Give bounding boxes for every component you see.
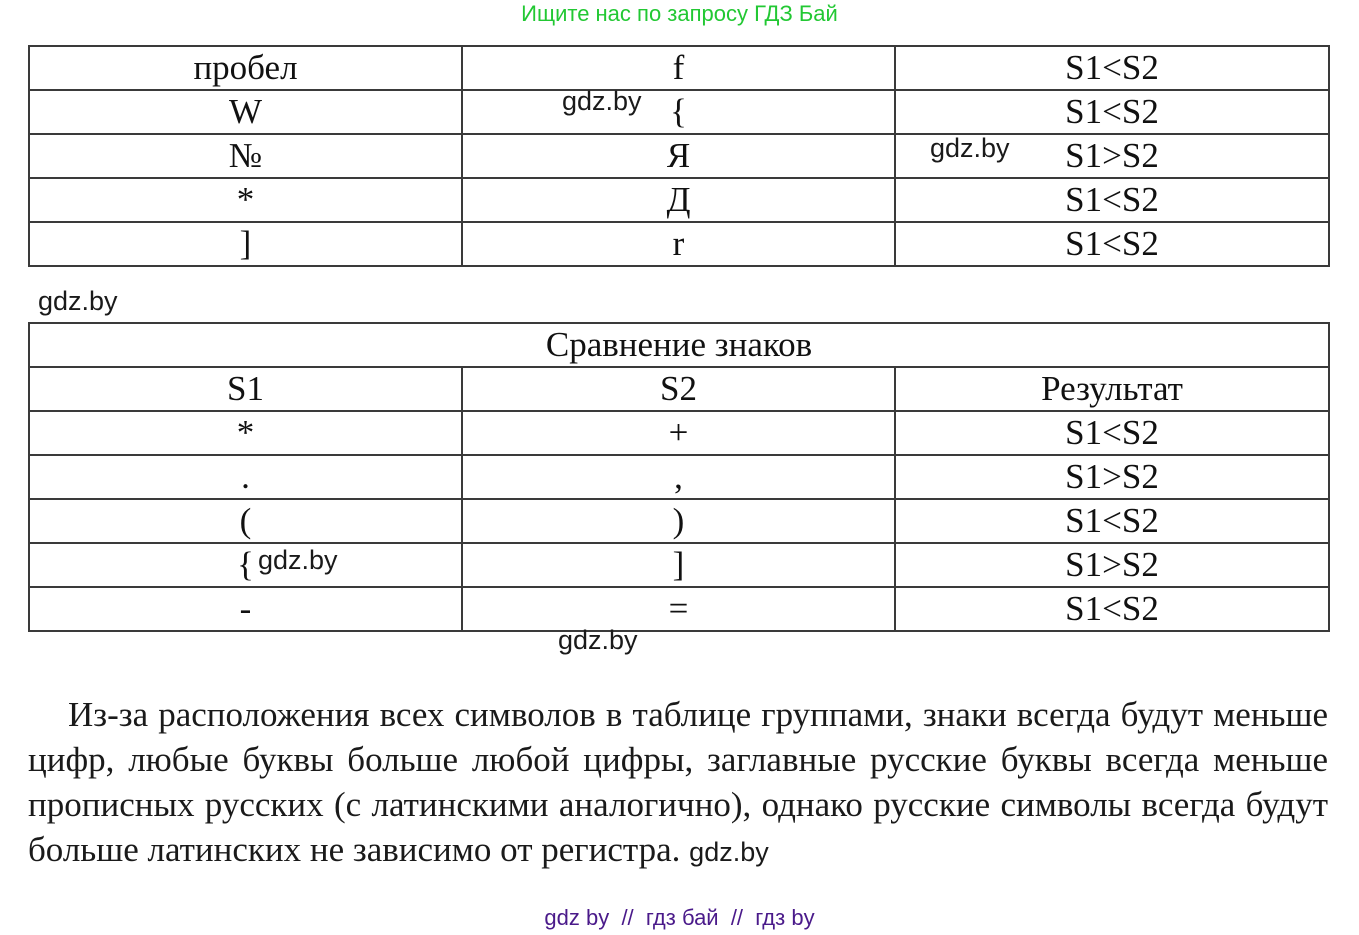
cell-result: S1>S2	[895, 455, 1329, 499]
cell-s1: *	[29, 178, 462, 222]
table-row	[29, 134, 1329, 178]
explanation-paragraph	[28, 692, 1328, 875]
comparison-table-top	[28, 45, 1330, 267]
comparison-table-bottom	[28, 322, 1330, 632]
cell-s2: {	[462, 90, 895, 134]
header-s2: S2	[462, 367, 895, 411]
cell-s2: f	[462, 46, 895, 90]
cell-s1: ]	[29, 222, 462, 266]
watermark: gdz.by	[689, 837, 769, 867]
cell-result: S1>S2	[895, 134, 1329, 178]
table-title-row	[29, 323, 1329, 367]
table-row	[29, 587, 1329, 631]
table-row	[29, 543, 1329, 587]
cell-s1: пробел	[29, 46, 462, 90]
watermark: gdz.by	[930, 133, 1010, 163]
cell-result: S1>S2	[895, 543, 1329, 587]
cell-s2: Д	[462, 178, 895, 222]
watermark: gdz.by	[38, 286, 118, 316]
cell-s1: №	[29, 134, 462, 178]
cell-result: S1<S2	[895, 222, 1329, 266]
cell-s2: ]	[462, 543, 895, 587]
header-s1: S1	[29, 367, 462, 411]
table-row	[29, 455, 1329, 499]
cell-result: S1<S2	[895, 46, 1329, 90]
cell-result: S1<S2	[895, 178, 1329, 222]
table-row	[29, 46, 1329, 90]
header-result: Результат	[895, 367, 1329, 411]
table-header-row	[29, 367, 1329, 411]
cell-result: S1<S2	[895, 499, 1329, 543]
cell-result: S1<S2	[895, 411, 1329, 455]
cell-s1: W	[29, 90, 462, 134]
cell-s2: +	[462, 411, 895, 455]
watermark: gdz.by	[562, 86, 642, 116]
table-row	[29, 178, 1329, 222]
cell-s1: (	[29, 499, 462, 543]
cell-s1: {	[29, 543, 462, 587]
search-banner: Ищите нас по запросу ГДЗ Бай	[521, 1, 838, 26]
table-row	[29, 90, 1329, 134]
cell-s2: ,	[462, 455, 895, 499]
footer-links: gdz by // гдз бай // гдз by	[544, 905, 815, 930]
cell-result: S1<S2	[895, 587, 1329, 631]
cell-s1: -	[29, 587, 462, 631]
table-row	[29, 222, 1329, 266]
cell-s2: Я	[462, 134, 895, 178]
watermark: gdz.by	[258, 545, 338, 575]
explanation-text: Из-за расположения всех символов в таблице группами, знаки всегда будут меньше цифр, любые буквы больше любой цифры, заглавные русские буквы всегда меньше прописных русских (с латинскими аналогично), однако русские символы всегда будут больше латинских не зависимо от регистра.	[28, 695, 1328, 869]
cell-s2: =	[462, 587, 895, 631]
cell-s1: .	[29, 455, 462, 499]
table-title: Сравнение знаков	[29, 323, 1329, 367]
cell-s1: *	[29, 411, 462, 455]
table-row	[29, 411, 1329, 455]
cell-result: S1<S2	[895, 90, 1329, 134]
cell-s2: r	[462, 222, 895, 266]
table-row	[29, 499, 1329, 543]
cell-s2: )	[462, 499, 895, 543]
watermark: gdz.by	[558, 625, 638, 655]
